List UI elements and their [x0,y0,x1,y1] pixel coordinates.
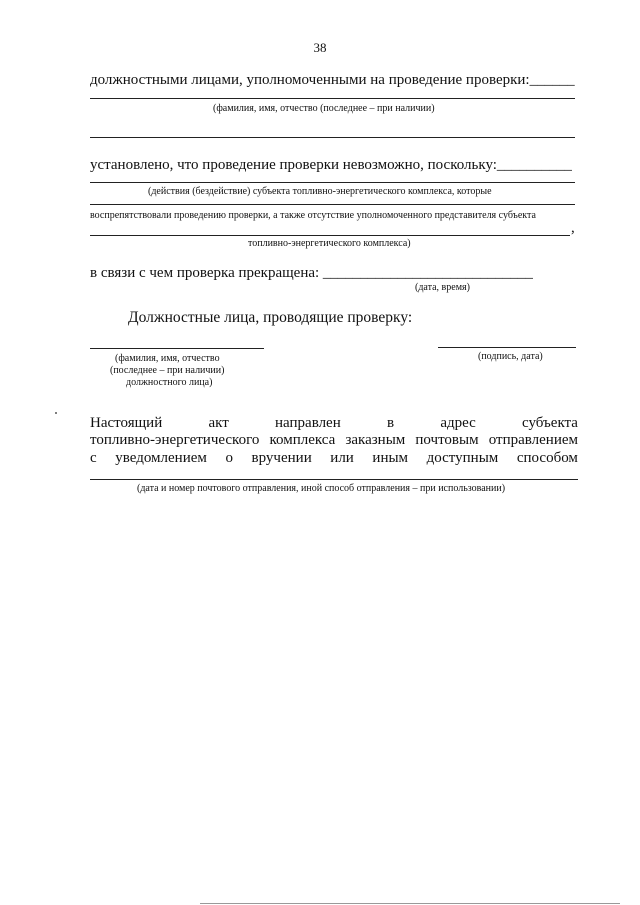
act-word: уведомлением [115,450,207,466]
act-word: в [386,415,395,431]
postal-caption: (дата и номер почтового отправления, иной способ отправления – при использовании) [137,483,506,494]
officials-authorized-line: должностными лицами, уполномоченными на проведение проверки:______ [90,72,575,88]
underline [90,182,575,183]
date-time-caption: (дата, время) [415,282,470,293]
act-word: заказным [345,432,406,448]
act-word: субъекта [522,415,578,431]
act-word: отправлением [488,432,578,448]
act-word: доступным [426,450,499,466]
underline [90,235,570,236]
signature-caption: (подпись, дата) [478,351,543,362]
underline [438,347,576,348]
official-name-caption-3: должностного лица) [126,377,213,388]
act-word: способом [516,450,578,466]
official-name-caption: (фамилия, имя, отчество [115,353,220,364]
terminated-line: в связи с чем проверка прекращена: ____________________________ [90,265,533,281]
act-word: Настоящий [90,415,163,431]
act-word: адрес [440,415,476,431]
scan-speck [55,412,57,414]
act-word: или [330,450,354,466]
comma: , [571,220,575,236]
act-word: акт [208,415,229,431]
underline [90,98,575,99]
act-row-3 [90,450,578,467]
act-word: топливно-энергетического [90,432,260,448]
act-row-2 [90,432,578,449]
obstruction-caption: воспрепятствовали проведению проверки, а также отсутствие уполномоченного представителя субъекта [90,210,536,221]
underline [90,479,578,480]
scan-edge [200,903,620,904]
underline [90,348,264,349]
underline [90,137,575,138]
act-word: с [90,450,97,466]
act-word: о [225,450,233,466]
act-word: комплекса [269,432,336,448]
act-word: иным [372,450,409,466]
complex-caption: топливно-энергетического комплекса) [248,238,411,249]
officials-heading: Должностные лица, проводящие проверку: [128,309,413,326]
official-name-caption-2: (последнее – при наличии) [110,365,225,376]
act-row-1 [90,415,578,432]
underline [90,204,575,205]
name-caption: (фамилия, имя, отчество (последнее – при наличии) [213,103,435,114]
actions-caption: (действия (бездействие) субъекта топливно-энергетического комплекса, которые [148,186,492,197]
act-word: направлен [275,415,341,431]
page-number: 38 [313,40,327,55]
act-word: вручении [251,450,312,466]
impossible-reason-line: установлено, что проведение проверки невозможно, поскольку:__________ [90,157,572,173]
act-word: почтовым [415,432,479,448]
